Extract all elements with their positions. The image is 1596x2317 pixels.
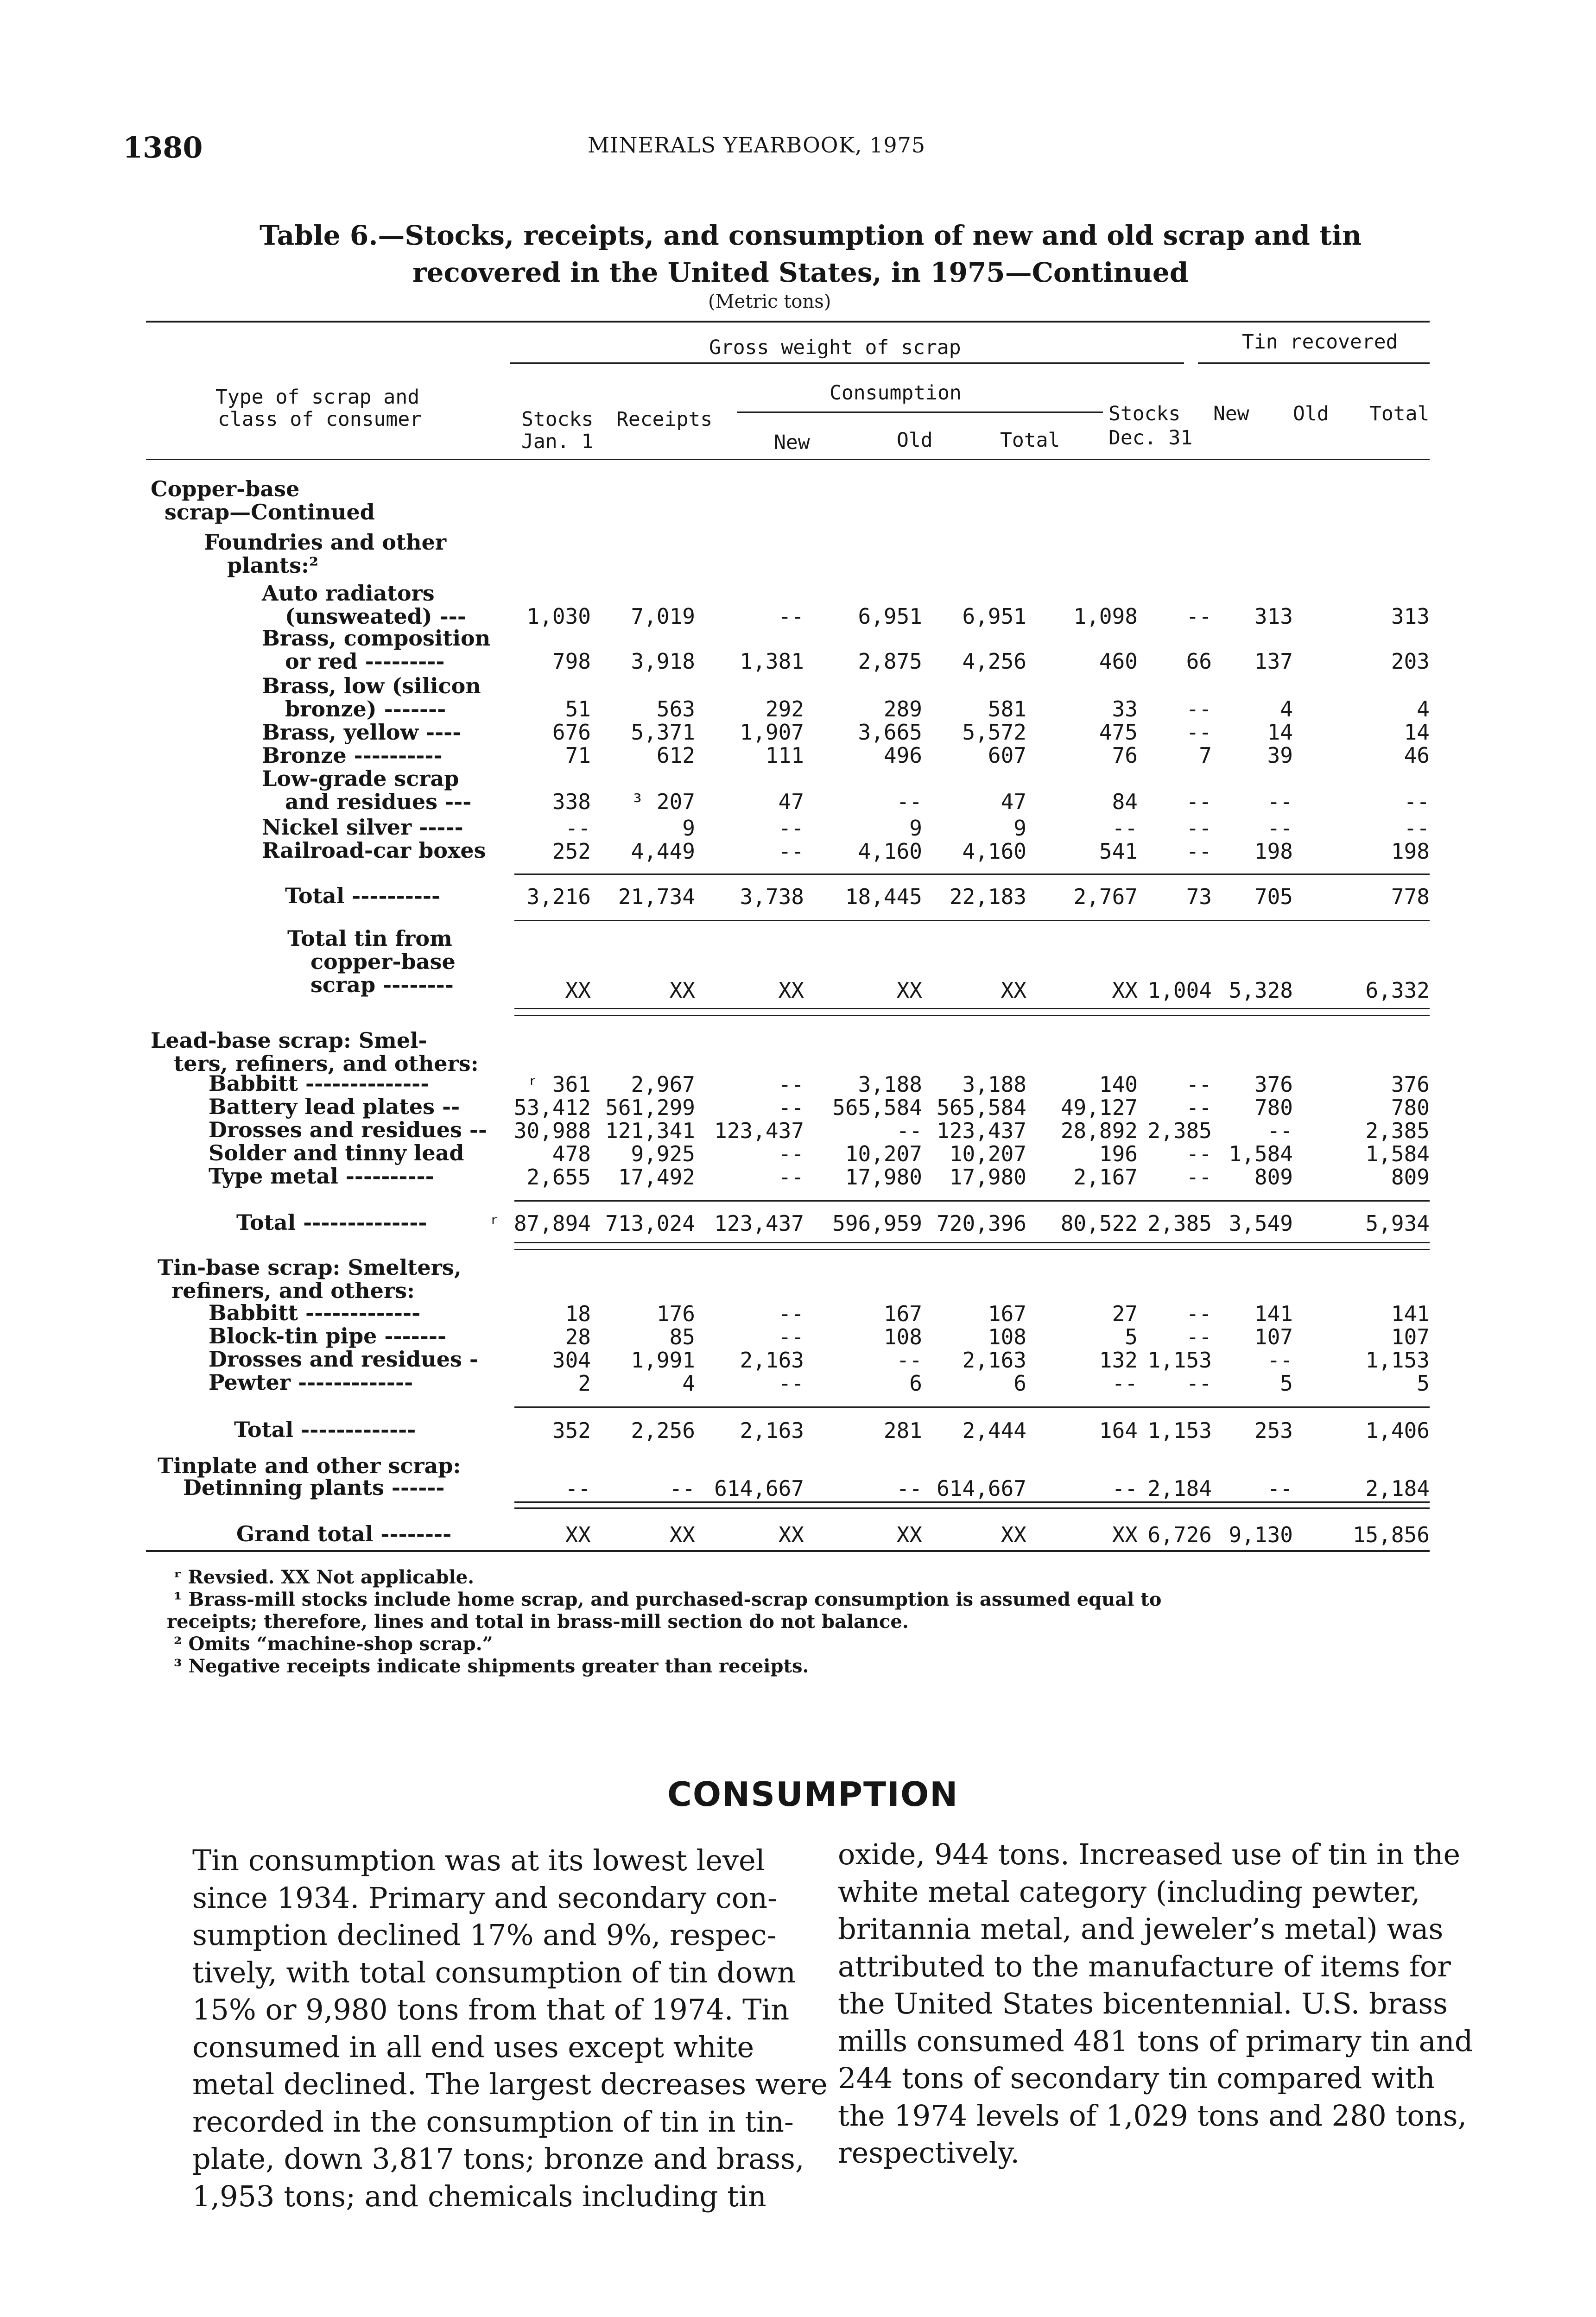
table-cell: 3,918 xyxy=(631,649,695,674)
section-tinplate: Tinplate and other scrap: xyxy=(158,1453,461,1478)
table-cell: 2,184 xyxy=(1147,1476,1212,1501)
table-cell: 565,584 xyxy=(832,1095,922,1120)
table-cell: 15,856 xyxy=(1352,1522,1430,1547)
table-cell: -- xyxy=(1186,1371,1212,1396)
table-cell: 9,925 xyxy=(631,1141,695,1166)
table-cell: 7 xyxy=(1199,743,1212,768)
table-cell: 1,153 xyxy=(1147,1348,1212,1373)
header-type-2: class of consumer xyxy=(218,408,422,431)
row-label-bronze: Bronze ---------- xyxy=(262,743,443,768)
table-cell: 809 xyxy=(1254,1165,1293,1190)
table-cell: 780 xyxy=(1254,1095,1293,1120)
table-cell: 304 xyxy=(552,1348,591,1373)
table-units: (Metric tons) xyxy=(708,291,831,312)
table-cell: 85 xyxy=(669,1324,695,1349)
table-cell: 108 xyxy=(883,1324,922,1349)
rule-above-total-tin xyxy=(514,1008,1430,1009)
table-cell: 289 xyxy=(883,696,922,722)
rule-above-grand-total-2 xyxy=(514,1507,1430,1509)
table-cell: 76 xyxy=(1112,743,1138,768)
row-label-drosses-tin: Drosses and residues - xyxy=(209,1347,478,1372)
table-cell: 28 xyxy=(565,1324,591,1349)
table-cell: 292 xyxy=(765,696,804,722)
table-cell: 3,738 xyxy=(740,884,804,909)
table-cell: -- xyxy=(1267,789,1293,814)
table-cell: 1,406 xyxy=(1365,1418,1430,1443)
table-cell: -- xyxy=(1186,1301,1212,1326)
table-cell: -- xyxy=(1267,1476,1293,1501)
table-cell: -- xyxy=(1186,696,1212,722)
row-label-brass-composition: Brass, composition or red --------- xyxy=(262,626,491,674)
table-cell: XX xyxy=(778,1522,804,1547)
table-cell: 5,572 xyxy=(962,720,1026,745)
table-cell: 1,030 xyxy=(526,604,591,629)
page-number: 1380 xyxy=(123,131,203,165)
row-label-block-tin: Block-tin pipe ------- xyxy=(209,1323,447,1348)
table-cell: -- xyxy=(778,1371,804,1396)
table-cell: 614,667 xyxy=(937,1476,1026,1501)
table-cell: 141 xyxy=(1391,1301,1430,1326)
header-tin-total: Total xyxy=(1369,402,1430,425)
table-cell: 6,726 xyxy=(1147,1522,1212,1547)
table-cell: 478 xyxy=(552,1141,591,1166)
table-cell: 5 xyxy=(1280,1371,1293,1396)
table-cell: 108 xyxy=(988,1324,1026,1349)
table-cell: 4,160 xyxy=(962,839,1026,864)
table-cell: 6 xyxy=(1013,1371,1026,1396)
table-cell: XX xyxy=(1112,1522,1138,1547)
table-cell: 73 xyxy=(1186,884,1212,909)
table-cell: 612 xyxy=(656,743,695,768)
table-cell: XX xyxy=(1001,1522,1026,1547)
table-cell: 6,951 xyxy=(858,604,922,629)
tin-recovered-rule xyxy=(1198,362,1430,364)
row-label-low-grade: Low-grade scrap and residues --- xyxy=(262,766,472,814)
row-label-detinning: Detinning plants ------ xyxy=(183,1475,445,1500)
running-head: MINERALS YEARBOOK, 1975 xyxy=(588,133,926,158)
table-cell: 167 xyxy=(988,1301,1026,1326)
table-cell: -- xyxy=(1186,720,1212,745)
table-cell: 5 xyxy=(1417,1371,1430,1396)
table-cell: -- xyxy=(896,789,922,814)
table-cell: 107 xyxy=(1254,1324,1293,1349)
row-label-total-lead: Total -------------- xyxy=(236,1210,427,1235)
table-cell: ʳ 87,894 xyxy=(488,1211,591,1236)
table-cell: 5,328 xyxy=(1229,978,1293,1003)
table-cell: -- xyxy=(669,1476,695,1501)
table-cell: 4 xyxy=(1280,696,1293,722)
table-cell: XX xyxy=(669,1522,695,1547)
footnote-revised: ʳ Revsied. XX Not applicable. xyxy=(174,1566,475,1588)
table-cell: 1,381 xyxy=(740,649,804,674)
table-cell: 123,437 xyxy=(937,1118,1026,1143)
table-cell: 2,184 xyxy=(1365,1476,1430,1501)
table-cell: 798 xyxy=(552,649,591,674)
table-cell: 2 xyxy=(578,1371,591,1396)
table-cell: 5,371 xyxy=(631,720,695,745)
table-cell: 80,522 xyxy=(1060,1211,1138,1236)
table-cell: 565,584 xyxy=(937,1095,1026,1120)
row-label-solder: Solder and tinny lead xyxy=(209,1140,464,1165)
table-cell: 18 xyxy=(565,1301,591,1326)
footnote-1-cont: receipts; therefore, lines and total in brass-mill section do not balance. xyxy=(167,1611,909,1633)
header-tin-recovered: Tin recovered xyxy=(1242,330,1398,354)
table-cell: 4 xyxy=(1417,696,1430,722)
table-cell: -- xyxy=(1404,816,1430,841)
table-cell: 376 xyxy=(1391,1072,1430,1097)
table-cell: 2,163 xyxy=(962,1348,1026,1373)
table-cell: 3,216 xyxy=(526,884,591,909)
table-cell: 46 xyxy=(1404,743,1430,768)
table-cell: 1,004 xyxy=(1147,978,1212,1003)
table-cell: 596,959 xyxy=(832,1211,922,1236)
table-cell: 252 xyxy=(552,839,591,864)
table-cell: 2,875 xyxy=(858,649,922,674)
header-tin-new: New xyxy=(1213,402,1249,425)
table-cell: 6,332 xyxy=(1365,978,1430,1003)
table-cell: 1,153 xyxy=(1365,1348,1430,1373)
table-cell: 581 xyxy=(988,696,1026,722)
table-cell: 313 xyxy=(1391,604,1430,629)
table-cell: 1,991 xyxy=(631,1348,695,1373)
table-cell: -- xyxy=(778,1141,804,1166)
header-stocks-dec-2: Dec. 31 xyxy=(1108,426,1193,449)
row-label-type-metal: Type metal ---------- xyxy=(209,1164,434,1189)
table-cell: -- xyxy=(1267,1348,1293,1373)
table-cell: 2,256 xyxy=(631,1418,695,1443)
table-cell: 3,549 xyxy=(1229,1211,1293,1236)
table-cell: 17,492 xyxy=(618,1165,695,1190)
table-cell: XX xyxy=(896,1522,922,1547)
table-cell: 140 xyxy=(1099,1072,1138,1097)
table-cell: 4 xyxy=(682,1371,695,1396)
table-cell: -- xyxy=(1112,1371,1138,1396)
table-cell: -- xyxy=(1186,604,1212,629)
rule-above-total-tin-2 xyxy=(514,1015,1430,1016)
table-cell: 4,449 xyxy=(631,839,695,864)
table-title-line2: recovered in the United States, in 1975—Continued xyxy=(412,257,1189,288)
table-cell: 460 xyxy=(1099,649,1138,674)
table-cell: -- xyxy=(1112,1476,1138,1501)
table-cell: 475 xyxy=(1099,720,1138,745)
table-cell: 3,188 xyxy=(858,1072,922,1097)
table-cell: XX xyxy=(565,1522,591,1547)
table-cell: -- xyxy=(1186,789,1212,814)
table-cell: 253 xyxy=(1254,1418,1293,1443)
table-cell: 21,734 xyxy=(618,884,695,909)
table-cell: -- xyxy=(778,816,804,841)
table-cell: 376 xyxy=(1254,1072,1293,1097)
table-cell: 4,256 xyxy=(962,649,1026,674)
table-cell: -- xyxy=(1267,1118,1293,1143)
table-cell: 352 xyxy=(552,1418,591,1443)
rule-below-lead-total-2 xyxy=(514,1249,1430,1250)
table-cell: 705 xyxy=(1254,884,1293,909)
table-cell: -- xyxy=(778,1072,804,1097)
section-lead-base: Lead-base scrap: Smel- ters, refiners, and others: xyxy=(151,1028,479,1076)
right-column-text: oxide, 944 tons. Increased use of tin in the white metal category (including pewter, britannia metal, and jeweler’s metal) was attributed to the manufacture of items for the United States bicentennial. U.S. brass mills consumed 481 tons of primary tin and 244 tons of secondary tin compared with the 1974 levels of 1,029 tons and 280 tons, respectively. xyxy=(838,1837,1473,2170)
table-cell: 17,980 xyxy=(845,1165,922,1190)
table-cell: 778 xyxy=(1391,884,1430,909)
table-cell: 5 xyxy=(1125,1324,1138,1349)
table-title xyxy=(260,217,1372,291)
table-cell: 141 xyxy=(1254,1301,1293,1326)
table-cell: 111 xyxy=(765,743,804,768)
row-label-battery: Battery lead plates -- xyxy=(209,1094,460,1119)
table-cell: 676 xyxy=(552,720,591,745)
table-cell: 132 xyxy=(1099,1348,1138,1373)
table-cell: 33 xyxy=(1112,696,1138,722)
table-cell: 1,584 xyxy=(1365,1141,1430,1166)
table-cell: 6,951 xyxy=(962,604,1026,629)
table-cell: 6 xyxy=(909,1371,922,1396)
rule-above-grand-total xyxy=(514,1501,1430,1503)
row-label-railroad-car: Railroad-car boxes xyxy=(262,838,486,863)
table-cell: -- xyxy=(1186,816,1212,841)
table-cell: ³ 207 xyxy=(631,789,695,814)
table-cell: -- xyxy=(896,1476,922,1501)
table-cell: 4,160 xyxy=(858,839,922,864)
row-label-babbitt-lead: Babbitt -------------- xyxy=(209,1071,430,1096)
table-cell: 123,437 xyxy=(714,1211,804,1236)
section-copper-base: Copper-base scrap—Continued xyxy=(151,476,375,525)
table-cell: 2,767 xyxy=(1073,884,1138,909)
table-cell: 2,385 xyxy=(1365,1118,1430,1143)
table-top-rule xyxy=(146,321,1430,323)
header-stocks-jan-2: Jan. 1 xyxy=(521,430,594,453)
table-cell: 137 xyxy=(1254,649,1293,674)
row-label-total-tin: Total ------------- xyxy=(234,1417,416,1442)
table-cell: XX xyxy=(1112,978,1138,1003)
table-cell: 17,980 xyxy=(949,1165,1026,1190)
table-cell: 14 xyxy=(1267,720,1293,745)
table-cell: 313 xyxy=(1254,604,1293,629)
footnote-3: ³ Negative receipts indicate shipments greater than receipts. xyxy=(174,1655,809,1677)
table-cell: 281 xyxy=(883,1418,922,1443)
header-receipts: Receipts xyxy=(616,408,713,431)
table-cell: -- xyxy=(778,1301,804,1326)
table-cell: 2,163 xyxy=(740,1418,804,1443)
table-cell: -- xyxy=(1267,816,1293,841)
table-cell: -- xyxy=(778,839,804,864)
table-cell: -- xyxy=(1404,789,1430,814)
table-cell: -- xyxy=(1186,839,1212,864)
table-cell: 196 xyxy=(1099,1141,1138,1166)
table-cell: ʳ 361 xyxy=(526,1072,591,1097)
table-cell: 9 xyxy=(909,816,922,841)
table-cell: 1,907 xyxy=(740,720,804,745)
table-cell: 614,667 xyxy=(714,1476,804,1501)
table-cell: 7,019 xyxy=(631,604,695,629)
row-label-babbitt-tin: Babbitt ------------- xyxy=(209,1300,421,1325)
table-cell: -- xyxy=(1186,1324,1212,1349)
table-cell: 2,167 xyxy=(1073,1165,1138,1190)
table-cell: 2,385 xyxy=(1147,1211,1212,1236)
left-column-text: Tin consumption was at its lowest level since 1934. Primary and secondary con- sumption declined 17% and 9%, respec- tively, with total consumption of tin down 15% or 9,980 tons from that of 1974. Tin consumed in all end uses except white metal declined. The largest decreases were recorded in the consumption of tin in tin- plate, down 3,817 tons; bronze and brass, 1,953 tons; and chemicals including tin xyxy=(192,1843,828,2213)
table-cell: 1,098 xyxy=(1073,604,1138,629)
table-cell: 164 xyxy=(1099,1418,1138,1443)
header-consumption: Consumption xyxy=(830,381,962,405)
row-label-brass-low: Brass, low (silicon bronze) ------- xyxy=(262,673,481,722)
table-cell: 47 xyxy=(778,789,804,814)
table-cell: 2,385 xyxy=(1147,1118,1212,1143)
table-cell: -- xyxy=(778,1324,804,1349)
header-total: Total xyxy=(1000,429,1060,452)
table-cell: XX xyxy=(565,978,591,1003)
gross-weight-rule xyxy=(510,362,1184,364)
table-cell: 1,153 xyxy=(1147,1418,1212,1443)
table-cell: 198 xyxy=(1391,839,1430,864)
table-cell: 3,188 xyxy=(962,1072,1026,1097)
table-cell: 3,665 xyxy=(858,720,922,745)
row-label-brass-yellow: Brass, yellow ---- xyxy=(262,720,462,745)
row-label-grand-total: Grand total -------- xyxy=(236,1521,452,1546)
table-cell: 176 xyxy=(656,1301,695,1326)
table-cell: 5,934 xyxy=(1365,1211,1430,1236)
table-cell: 2,163 xyxy=(740,1348,804,1373)
table-cell: 22,183 xyxy=(949,884,1026,909)
table-cell: 14 xyxy=(1404,720,1430,745)
header-stocks-dec: Stocks xyxy=(1108,402,1181,425)
table-cell: 203 xyxy=(1391,649,1430,674)
rule-above-copper-total xyxy=(514,874,1430,875)
row-label-auto-radiators: Auto radiators (unsweated) --- xyxy=(262,581,466,629)
table-cell: -- xyxy=(1186,1165,1212,1190)
table-cell: XX xyxy=(778,978,804,1003)
table-cell: 10,207 xyxy=(949,1141,1026,1166)
table-cell: -- xyxy=(1186,1141,1212,1166)
header-stocks-jan: Stocks xyxy=(521,408,594,431)
table-cell: 66 xyxy=(1186,649,1212,674)
table-cell: 9 xyxy=(682,816,695,841)
table-cell: 2,655 xyxy=(526,1165,591,1190)
table-cell: 198 xyxy=(1254,839,1293,864)
table-cell: 9 xyxy=(1013,816,1026,841)
table-cell: 39 xyxy=(1267,743,1293,768)
table-bottom-rule xyxy=(146,1550,1430,1552)
table-cell: 338 xyxy=(552,789,591,814)
rule-below-lead-total xyxy=(514,1242,1430,1243)
table-cell: 809 xyxy=(1391,1165,1430,1190)
rule-above-lead-total xyxy=(514,1200,1430,1202)
table-cell: -- xyxy=(778,1165,804,1190)
table-cell: -- xyxy=(565,816,591,841)
table-cell: 541 xyxy=(1099,839,1138,864)
table-cell: 496 xyxy=(883,743,922,768)
table-cell: 51 xyxy=(565,696,591,722)
table-cell: -- xyxy=(778,1095,804,1120)
table-cell: 71 xyxy=(565,743,591,768)
table-cell: -- xyxy=(1186,1095,1212,1120)
row-label-pewter: Pewter ------------- xyxy=(209,1370,413,1395)
table-cell: 123,437 xyxy=(714,1118,804,1143)
table-cell: 2,444 xyxy=(962,1418,1026,1443)
table-cell: 10,207 xyxy=(845,1141,922,1166)
table-cell: 84 xyxy=(1112,789,1138,814)
header-gross-weight: Gross weight of scrap xyxy=(709,336,961,359)
header-new: New xyxy=(774,431,810,454)
consumption-rule xyxy=(737,411,1103,413)
table-cell: 30,988 xyxy=(513,1118,591,1143)
section-tin-base: Tin-base scrap: Smelters, refiners, and others: xyxy=(158,1255,462,1303)
row-label-drosses-lead: Drosses and residues -- xyxy=(209,1117,488,1142)
table-cell: -- xyxy=(778,604,804,629)
header-type: Type of scrap and xyxy=(215,386,420,409)
label-total-tin-copper: Total tin from copper-base scrap -------- xyxy=(287,926,456,997)
table-cell: 9,130 xyxy=(1229,1522,1293,1547)
footnote-1: ¹ Brass-mill stocks include home scrap, and purchased-scrap consumption is assumed equal to xyxy=(174,1589,1162,1610)
table-cell: -- xyxy=(896,1118,922,1143)
table-cell: 121,341 xyxy=(605,1118,695,1143)
table-cell: 563 xyxy=(656,696,695,722)
table-cell: 27 xyxy=(1112,1301,1138,1326)
table-cell: 107 xyxy=(1391,1324,1430,1349)
table-cell: 561,299 xyxy=(605,1095,695,1120)
header-old: Old xyxy=(897,429,933,452)
table-cell: -- xyxy=(1186,1072,1212,1097)
table-cell: 28,892 xyxy=(1060,1118,1138,1143)
table-cell: 2,967 xyxy=(631,1072,695,1097)
table-cell: -- xyxy=(565,1476,591,1501)
table-cell: -- xyxy=(1112,816,1138,841)
row-label-nickel-silver: Nickel silver ----- xyxy=(262,815,463,840)
table-cell: 1,584 xyxy=(1229,1141,1293,1166)
table-cell: XX xyxy=(1001,978,1026,1003)
table-cell: 18,445 xyxy=(845,884,922,909)
section-foundries: Foundries and other plants:² xyxy=(204,530,447,578)
table-cell: 167 xyxy=(883,1301,922,1326)
table-cell: 47 xyxy=(1001,789,1026,814)
footnote-2: ² Omits “machine-shop scrap.” xyxy=(174,1633,493,1655)
table-cell: 720,396 xyxy=(937,1211,1026,1236)
table-cell: XX xyxy=(896,978,922,1003)
row-label-total-copper: Total ---------- xyxy=(285,883,441,908)
table-title-line1: Table 6.—Stocks, receipts, and consumption of new and old scrap and tin xyxy=(260,220,1362,251)
table-cell: 53,412 xyxy=(513,1095,591,1120)
table-cell: 713,024 xyxy=(605,1211,695,1236)
section-heading-consumption: CONSUMPTION xyxy=(667,1775,959,1814)
rule-above-tin-total xyxy=(514,1406,1430,1408)
table-cell: 780 xyxy=(1391,1095,1430,1120)
table-cell: 49,127 xyxy=(1060,1095,1138,1120)
header-tin-old: Old xyxy=(1293,402,1329,425)
table-cell: -- xyxy=(896,1348,922,1373)
table-cell: 607 xyxy=(988,743,1026,768)
table-cell: XX xyxy=(669,978,695,1003)
rule-below-copper-total xyxy=(514,920,1430,921)
header-bottom-rule xyxy=(146,459,1430,460)
